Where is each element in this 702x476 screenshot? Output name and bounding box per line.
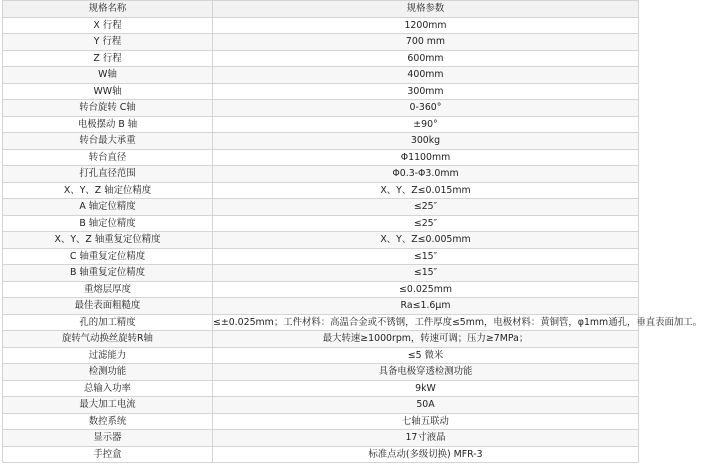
table-row — [3, 446, 639, 463]
spec-value-cell: 600mm — [213, 50, 639, 67]
spec-name-cell: 旋转气动换丝旋转R轴 — [3, 331, 213, 348]
spec-value-cell: 50A — [213, 397, 639, 414]
table-row — [3, 265, 639, 282]
header-spec-value: 规格参数 — [213, 1, 639, 18]
spec-name-cell: W轴 — [3, 67, 213, 84]
spec-value-cell: 400mm — [213, 67, 639, 84]
spec-name-cell: 总输入功率 — [3, 380, 213, 397]
table-row — [3, 67, 639, 84]
spec-table — [2, 0, 702, 463]
spec-name-cell: 转台旋转 C轴 — [3, 100, 213, 117]
spec-name-cell: 数控系统 — [3, 413, 213, 430]
spec-name-cell: A 轴定位精度 — [3, 199, 213, 216]
table-row — [3, 281, 639, 298]
spec-name-cell: C 轴重复定位精度 — [3, 248, 213, 265]
spec-name-cell: 过滤能力 — [3, 347, 213, 364]
spec-table-body — [3, 1, 702, 463]
table-row — [3, 34, 639, 51]
spec-value-cell: 300mm — [213, 83, 639, 100]
spec-name-cell: 最佳表面粗糙度 — [3, 298, 213, 315]
spec-name-cell: 最大加工电流 — [3, 397, 213, 414]
spec-value-cell: 9kW — [213, 380, 639, 397]
spec-value-cell: ±90° — [213, 116, 639, 133]
spec-name-cell: 打孔直径范围 — [3, 166, 213, 183]
table-row — [3, 100, 639, 117]
spec-value-cell: X、Y、Z≤0.015mm — [213, 182, 639, 199]
table-row — [3, 331, 639, 348]
spec-value-cell: ≤0.025mm — [213, 281, 639, 298]
spec-name-cell: X 行程 — [3, 17, 213, 34]
table-row — [3, 149, 639, 166]
table-row — [3, 199, 639, 216]
table-row — [3, 248, 639, 265]
spec-value-cell: 最大转速≥1000rpm，转速可调；压力≥7MPa； — [213, 331, 639, 348]
table-row — [3, 314, 639, 331]
table-row — [3, 17, 639, 34]
spec-name-cell: Z 行程 — [3, 50, 213, 67]
table-row — [3, 182, 639, 199]
spec-value-cell: ≤25″ — [213, 199, 639, 216]
table-row — [3, 380, 639, 397]
table-row — [3, 298, 639, 315]
spec-value-cell: 17寸液晶 — [213, 430, 639, 447]
table-row — [3, 347, 639, 364]
spec-name-cell: B 轴重复定位精度 — [3, 265, 213, 282]
spec-value-cell: 0-360° — [213, 100, 639, 117]
table-row — [3, 166, 639, 183]
spec-value-cell: ≤25″ — [213, 215, 639, 232]
table-header-row — [3, 1, 639, 18]
spec-name-cell: X、Y、Z 轴定位精度 — [3, 182, 213, 199]
spec-name-cell: WW轴 — [3, 83, 213, 100]
table-row — [3, 232, 639, 249]
spec-value-cell: 700 mm — [213, 34, 639, 51]
table-row — [3, 116, 639, 133]
spec-name-cell: 重熔层厚度 — [3, 281, 213, 298]
header-spec-name: 规格名称 — [3, 1, 213, 18]
table-row — [3, 215, 639, 232]
table-row — [3, 364, 639, 381]
spec-value-cell: Φ0.3-Φ3.0mm — [213, 166, 639, 183]
table-row — [3, 413, 639, 430]
table-row — [3, 430, 639, 447]
spec-name-cell: B 轴定位精度 — [3, 215, 213, 232]
spec-value-cell: 1200mm — [213, 17, 639, 34]
table-row — [3, 83, 639, 100]
spec-value-cell: ≤15″ — [213, 248, 639, 265]
spec-value-cell: Φ1100mm — [213, 149, 639, 166]
spec-name-cell: 显示器 — [3, 430, 213, 447]
spec-value-cell: Ra≤1.6μm — [213, 298, 639, 315]
spec-value-cell: ≤±0.025mm；工件材料：高温合金或不锈钢，工件厚度≤5mm，电极材料：黄铜管，φ1mm通孔，垂直表面加工。 — [213, 314, 639, 331]
spec-value-cell: X、Y、Z≤0.005mm — [213, 232, 639, 249]
spec-value-cell: 具备电极穿透检测功能 — [213, 364, 639, 381]
spec-value-cell: 300kg — [213, 133, 639, 150]
table-row — [3, 50, 639, 67]
spec-value-cell: 七轴五联动 — [213, 413, 639, 430]
spec-name-cell: X、Y、Z 轴重复定位精度 — [3, 232, 213, 249]
table-row — [3, 133, 639, 150]
spec-value-cell: ≤15″ — [213, 265, 639, 282]
spec-name-cell: 转台最大承重 — [3, 133, 213, 150]
table-row — [3, 397, 639, 414]
spec-name-cell: 检测功能 — [3, 364, 213, 381]
spec-name-cell: Y 行程 — [3, 34, 213, 51]
spec-name-cell: 转台直径 — [3, 149, 213, 166]
spec-value-cell: 标准点动(多级切换) MFR-3 — [213, 446, 639, 463]
spec-value-cell: ≤5 微米 — [213, 347, 639, 364]
spec-name-cell: 孔的加工精度 — [3, 314, 213, 331]
spec-name-cell: 手控盒 — [3, 446, 213, 463]
spec-name-cell: 电极摆动 B 轴 — [3, 116, 213, 133]
